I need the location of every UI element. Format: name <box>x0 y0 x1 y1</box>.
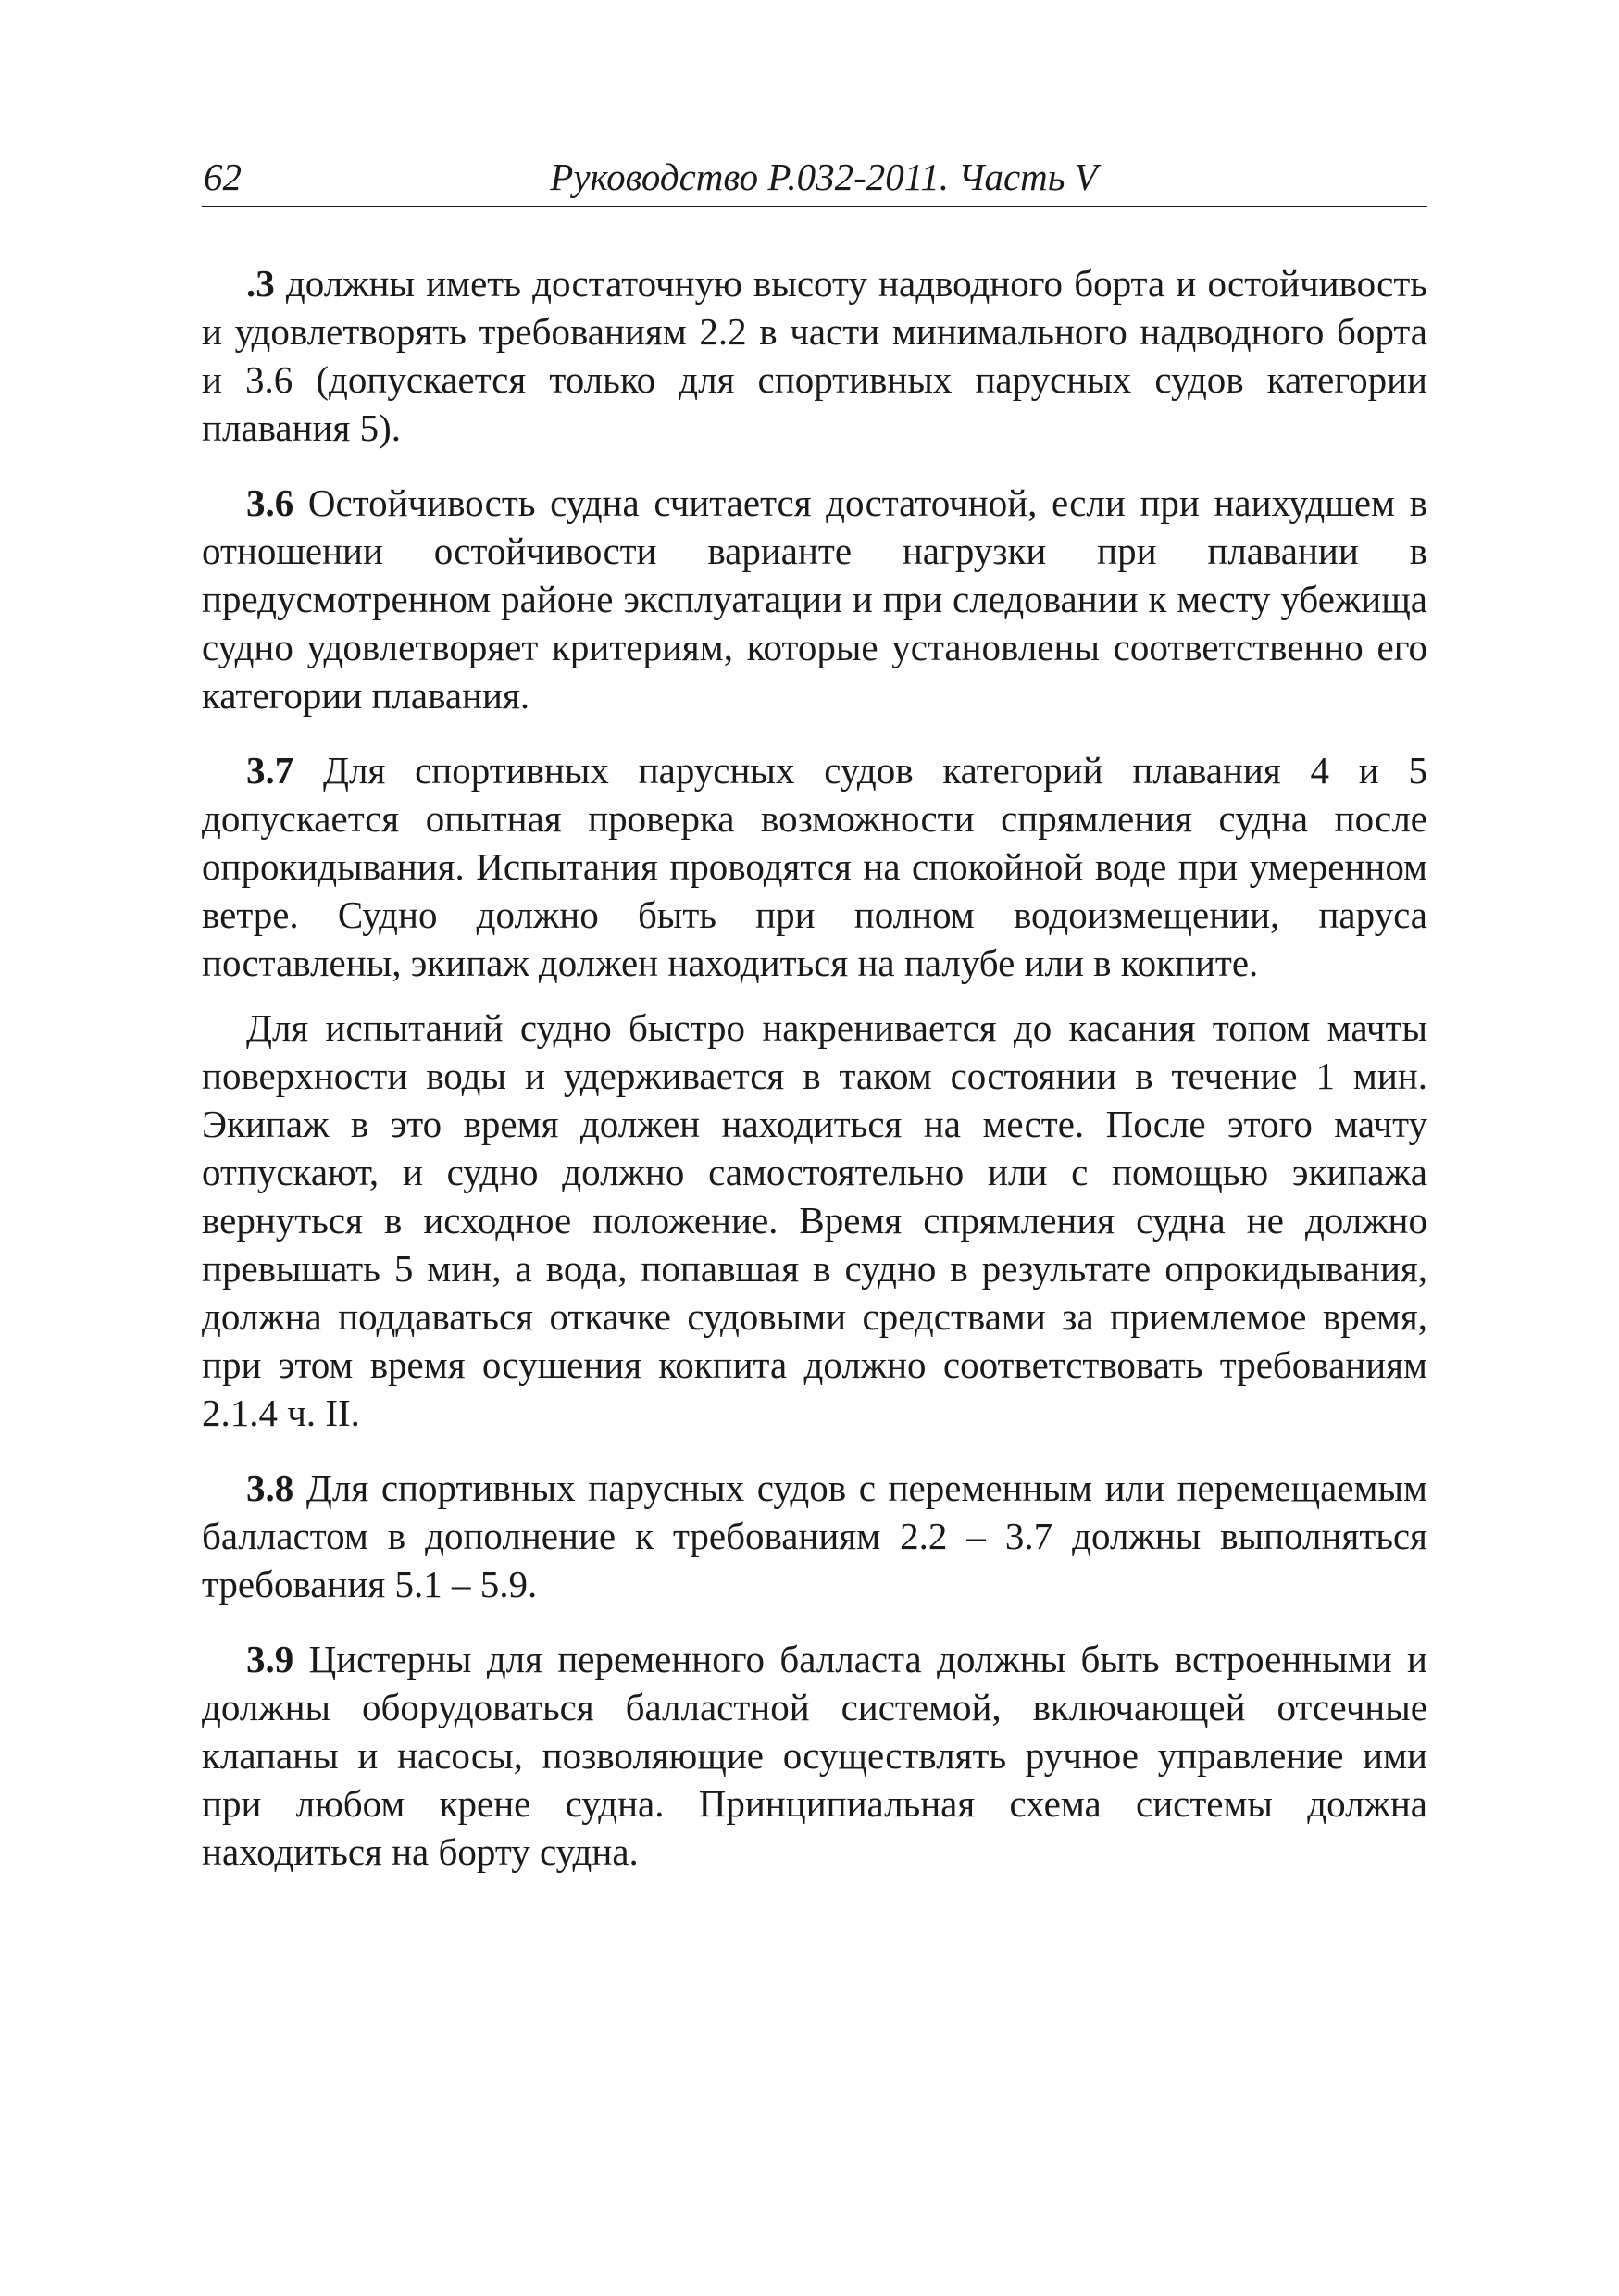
document-page <box>202 148 1427 1876</box>
paragraph-text: Цистерны для переменного балласта должны быть встроенными и должны оборудоваться балластной системой, включающей отсечные клапаны и насосы, позволяющие осуществлять ручное управление ими при любом крене судна. Принципиальная схема системы должна находиться на борту судна. <box>202 1638 1427 1873</box>
paragraph-3-7 <box>202 746 1427 987</box>
paragraph-text: Для спортивных парусных судов с переменным или перемещаемым балластом в дополнение к требованиям 2.2 – 3.7 должны выполняться требования 5.1 – 5.9. <box>202 1466 1427 1605</box>
running-header <box>202 148 1427 207</box>
paragraph-text: Для испытаний судно быстро накренивается до касания топом мачты поверхности воды и удерживается в таком состоянии в течение 1 мин. Экипаж в это время должен находиться на месте. После этого мачту отпускают, и судно должно самостоятельно или с помощью экипажа вернуться в исходное положение. Время спрямления судна не должно превышать 5 мин, а вода, попавшая в судно в результате опрокидывания, должна поддаваться откачке судовыми средствами за приемлемое время, при этом время осушения кокпита должно соответствовать требованиям 2.1.4 ч. II. <box>202 1006 1427 1434</box>
paragraph-number: 3.6 <box>246 481 294 524</box>
paragraph-number: 3.9 <box>246 1638 294 1680</box>
document-body <box>202 207 1427 1876</box>
header-title: Руководство Р.032-2011. Часть V <box>550 156 1098 198</box>
paragraph-number: 3.8 <box>246 1466 294 1509</box>
paragraph-text: должны иметь достаточную высоту надводного борта и остойчивость и удовлетворять требованиям 2.2 в части минимального надводного борта и 3.6 (допускается только для спортивных парусных судов категории плавания 5). <box>202 262 1427 449</box>
paragraph-number: .3 <box>246 262 275 305</box>
paragraph-3-5-3 <box>202 259 1427 452</box>
paragraph-number: 3.7 <box>246 749 294 792</box>
paragraph-text: Для спортивных парусных судов категорий плавания 4 и 5 допускается опытная проверка возможности спрямления судна после опрокидывания. Испытания проводятся на спокойной воде при умеренном ветре. Судно должно быть при полном водоизмещении, паруса поставлены, экипаж должен находиться на палубе или в кокпите. <box>202 749 1427 984</box>
paragraph-3-8 <box>202 1464 1427 1608</box>
paragraph-3-6 <box>202 479 1427 719</box>
paragraph-3-9 <box>202 1635 1427 1876</box>
paragraph-text: Остойчивость судна считается достаточной, если при наихудшем в отношении остойчивости варианте нагрузки при плавании в предусмотренном районе эксплуатации и при следовании к месту убежища судно удовлетворяет критериям, которые установлены соответственно его категории плавания. <box>202 481 1427 717</box>
paragraph-3-7-continued <box>202 1004 1427 1437</box>
page-number: 62 <box>204 156 242 198</box>
